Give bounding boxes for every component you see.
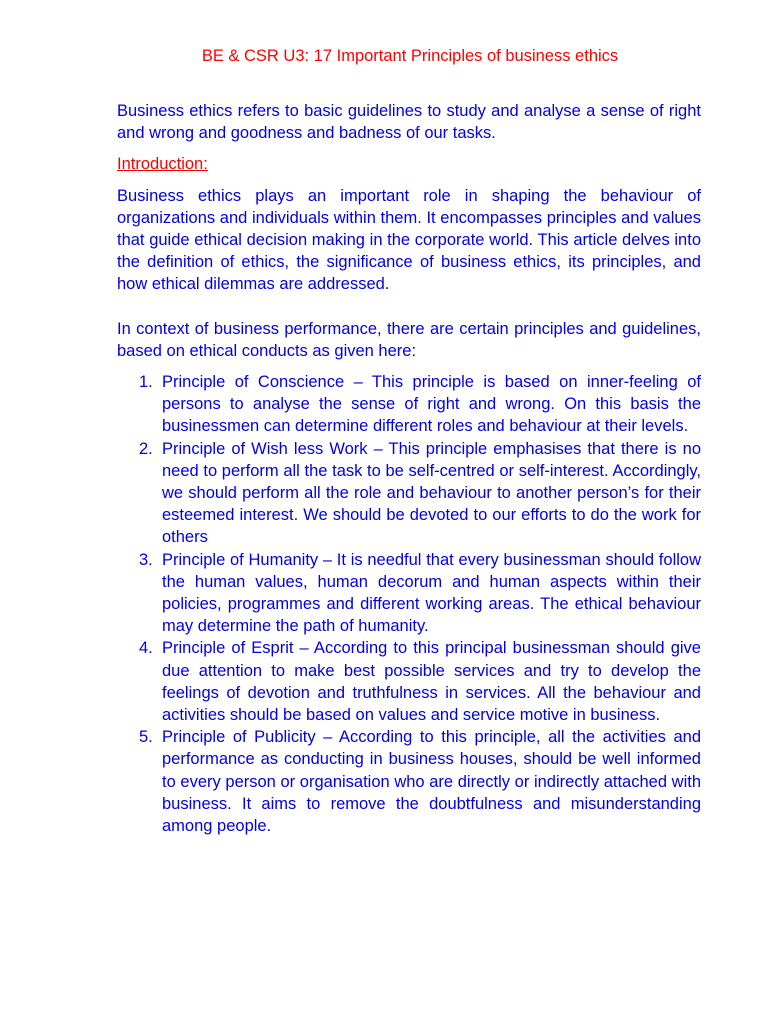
- context-paragraph: In context of business performance, there are certain principles and guidelines, based on ethical conducts as given here:: [117, 319, 701, 360]
- principle-text: Principle of Esprit – According to this principal businessman should give due attention to make best possible services and try to develop the feelings of devotion and truthfulness in services. All the behaviour and activities should be based on values and service motive in business.: [162, 639, 701, 725]
- principle-text: Principle of Humanity – It is needful that every businessman should follow the human values, human decorum and human aspects within their policies, programmes and different working areas. The ethical behaviour may determine the path of humanity.: [162, 550, 701, 636]
- principle-number: 4.: [139, 639, 153, 658]
- principle-number: 1.: [139, 373, 153, 392]
- principle-number: 2.: [139, 439, 153, 458]
- principle-number: 3.: [139, 550, 153, 569]
- principle-item: [117, 438, 701, 549]
- document-body: [117, 100, 701, 837]
- principle-item: [117, 371, 701, 438]
- introduction-heading: Introduction:: [117, 155, 208, 174]
- document-title: BE & CSR U3: 17 Important Principles of business ethics: [201, 47, 619, 65]
- principle-item: [117, 726, 701, 837]
- principle-text: Principle of Conscience – This principle is based on inner-feeling of persons to analyse the sense of right and wrong. On this basis the businessmen can determine different roles and behaviour at their levels.: [162, 373, 701, 436]
- introduction-paragraph: Business ethics plays an important role in shaping the behaviour of organizations and individuals within them. It encompasses principles and values that guide ethical decision making in the corporate world. This article delves into the definition of ethics, the significance of business ethics, its principles, and how ethical dilemmas are addressed.: [117, 186, 701, 294]
- definition-paragraph: Business ethics refers to basic guidelines to study and analyse a sense of right and wrong and goodness and badness of our tasks.: [117, 102, 701, 143]
- principle-text: Principle of Publicity – According to this principle, all the activities and performance as conducting in business houses, should be well informed to every person or organisation who are directly or indirectly attached with business. It aims to remove the doubtfulness and misunderstanding among people.: [162, 728, 701, 836]
- principles-list: [117, 371, 701, 837]
- principle-item: [117, 637, 701, 726]
- principle-item: [117, 549, 701, 638]
- principle-number: 5.: [139, 728, 153, 747]
- principle-text: Principle of Wish less Work – This principle emphasises that there is no need to perform all the task to be self-centred or self-interest. Accordingly, we should perform all the role and behaviour to another person’s for their esteemed interest. We should be devoted to our efforts to do the work for others: [162, 439, 701, 547]
